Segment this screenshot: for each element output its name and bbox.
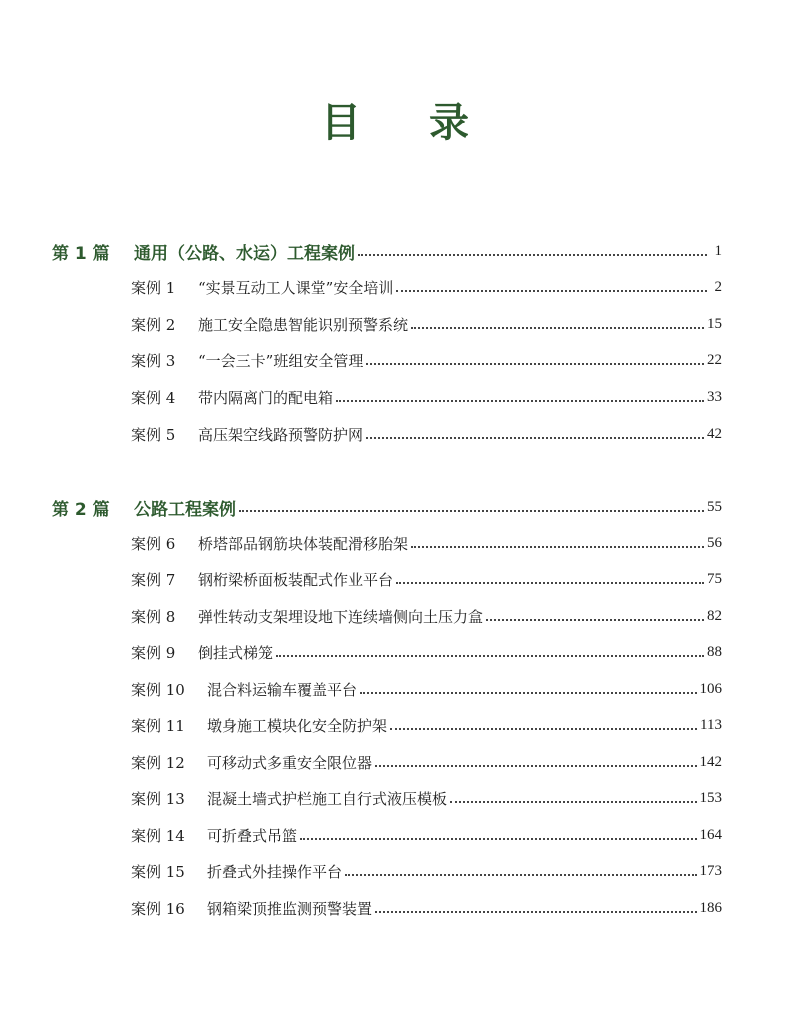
case-title: 可移动式多重安全限位器 <box>207 753 373 772</box>
page-number: 173 <box>699 862 722 879</box>
case-label: 案例 3 <box>131 351 176 370</box>
case-label: 案例 15 <box>131 862 185 881</box>
case-title: 倒挂式梯笼 <box>198 643 274 662</box>
page-number: 75 <box>707 570 722 587</box>
part-title: 公路工程案例 <box>134 499 236 520</box>
page-number: 55 <box>707 498 722 515</box>
toc-case-5[interactable] <box>0 421 790 447</box>
toc-case-8[interactable] <box>0 603 790 629</box>
page-number: 1 <box>714 242 722 259</box>
page-number: 22 <box>707 351 722 368</box>
dot-leader <box>450 787 696 803</box>
case-label: 案例 7 <box>131 570 176 589</box>
page-number: 33 <box>707 388 722 405</box>
toc-case-11[interactable] <box>0 712 790 738</box>
dot-leader <box>396 568 704 584</box>
page-number: 42 <box>707 425 722 442</box>
page-number: 2 <box>714 278 722 295</box>
case-title: 混合料运输车覆盖平台 <box>207 680 358 699</box>
toc-case-10[interactable] <box>0 676 790 702</box>
page-title-char-1: 目 <box>321 100 361 146</box>
case-title: 墩身施工模块化安全防护架 <box>207 716 388 735</box>
dot-leader <box>396 276 707 292</box>
case-label: 案例 11 <box>131 716 185 735</box>
toc-case-12[interactable] <box>0 749 790 775</box>
dot-leader <box>358 240 707 256</box>
page-number: 186 <box>699 899 722 916</box>
toc-case-4[interactable] <box>0 384 790 410</box>
case-label: 案例 2 <box>131 315 176 334</box>
toc-part-1[interactable] <box>0 238 790 264</box>
toc-case-7[interactable] <box>0 566 790 592</box>
dot-leader <box>390 714 697 730</box>
page-number: 56 <box>707 534 722 551</box>
page-title-char-2: 录 <box>429 100 469 146</box>
toc-case-9[interactable] <box>0 639 790 665</box>
dot-leader <box>336 386 704 402</box>
case-label: 案例 13 <box>131 789 185 808</box>
toc-case-14[interactable] <box>0 822 790 848</box>
case-label: 案例 10 <box>131 680 185 699</box>
case-label: 案例 9 <box>131 643 176 662</box>
dot-leader <box>411 313 704 329</box>
part-label: 第 2 篇 <box>52 499 110 520</box>
toc-case-6[interactable] <box>0 530 790 556</box>
dot-leader <box>360 678 696 694</box>
case-label: 案例 1 <box>131 278 176 297</box>
toc-case-13[interactable] <box>0 785 790 811</box>
page-number: 15 <box>707 315 722 332</box>
dot-leader <box>486 605 704 621</box>
case-title: “实景互动工人课堂”安全培训 <box>198 278 394 297</box>
case-label: 案例 4 <box>131 388 176 407</box>
toc-case-3[interactable] <box>0 347 790 373</box>
part-label: 第 1 篇 <box>52 243 110 264</box>
toc-case-1[interactable] <box>0 274 790 300</box>
dot-leader <box>375 751 696 767</box>
page-title <box>0 96 790 150</box>
dot-leader <box>276 641 704 657</box>
toc-case-16[interactable] <box>0 895 790 921</box>
page-number: 142 <box>699 753 722 770</box>
case-title: 带内隔离门的配电箱 <box>198 388 334 407</box>
page-number: 164 <box>699 826 722 843</box>
case-label: 案例 12 <box>131 753 185 772</box>
case-label: 案例 14 <box>131 826 185 845</box>
case-label: 案例 16 <box>131 899 185 918</box>
dot-leader <box>411 532 704 548</box>
case-title: 施工安全隐患智能识别预警系统 <box>198 315 409 334</box>
dot-leader <box>345 860 696 876</box>
dot-leader <box>366 349 704 365</box>
case-label: 案例 8 <box>131 607 176 626</box>
page-number: 113 <box>700 716 722 733</box>
page-number: 106 <box>699 680 722 697</box>
case-title: 桥塔部品钢筋块体装配滑移胎架 <box>198 534 409 553</box>
toc-case-15[interactable] <box>0 858 790 884</box>
case-title: 折叠式外挂操作平台 <box>207 862 343 881</box>
case-title: 弹性转动支架埋设地下连续墙侧向土压力盒 <box>198 607 484 626</box>
case-title: 钢箱梁顶推监测预警装置 <box>207 899 373 918</box>
case-label: 案例 5 <box>131 425 176 444</box>
case-label: 案例 6 <box>131 534 176 553</box>
case-title: 混凝土墙式护栏施工自行式液压模板 <box>207 789 448 808</box>
case-title: 可折叠式吊篮 <box>207 826 298 845</box>
part-title: 通用（公路、水运）工程案例 <box>134 243 355 264</box>
dot-leader <box>300 824 696 840</box>
page-number: 88 <box>707 643 722 660</box>
toc-case-2[interactable] <box>0 311 790 337</box>
toc-part-2[interactable] <box>0 494 790 520</box>
case-title: “一会三卡”班组安全管理 <box>198 351 364 370</box>
page-number: 82 <box>707 607 722 624</box>
case-title: 高压架空线路预警防护网 <box>198 425 364 444</box>
dot-leader <box>366 423 704 439</box>
dot-leader <box>375 897 696 913</box>
case-title: 钢桁梁桥面板装配式作业平台 <box>198 570 394 589</box>
page-number: 153 <box>699 789 722 806</box>
dot-leader <box>239 496 704 512</box>
